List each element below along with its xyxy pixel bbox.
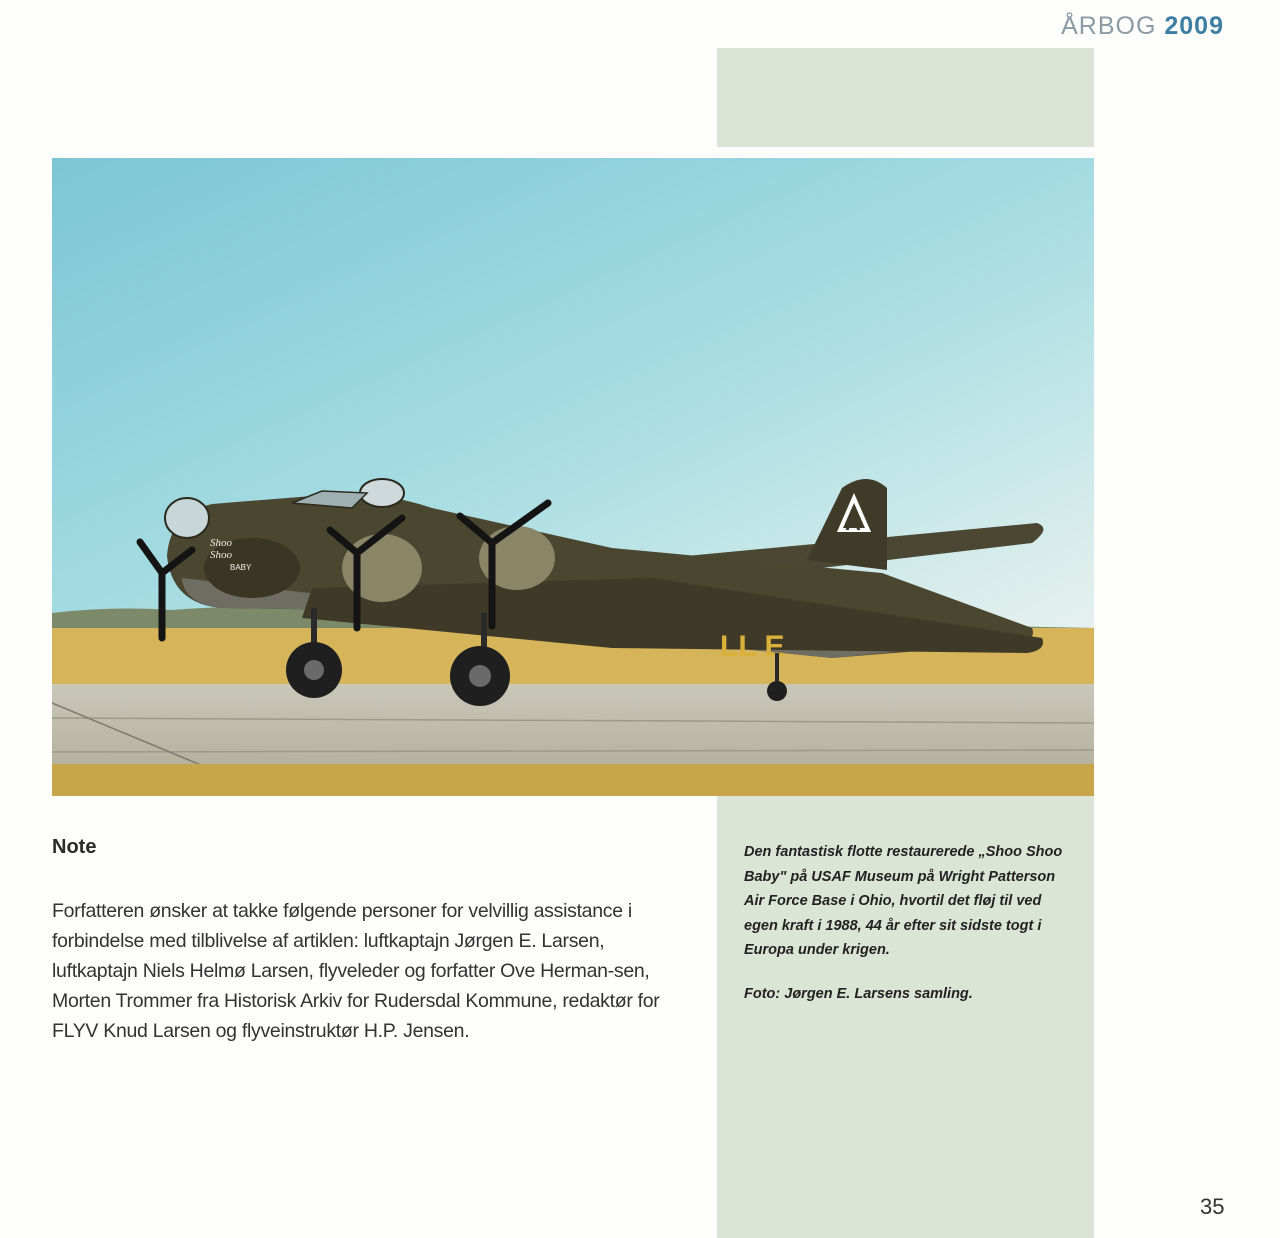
tail-wheel bbox=[767, 681, 787, 701]
left-hub bbox=[304, 660, 324, 680]
nose-art-line-3: BABY bbox=[230, 563, 252, 572]
nose-art-line-1: Shoo bbox=[210, 537, 232, 549]
header-word: ÅRBOG bbox=[1061, 12, 1157, 40]
running-header bbox=[1061, 12, 1224, 41]
page-number: 35 bbox=[1200, 1194, 1225, 1219]
note-heading: Note bbox=[52, 836, 97, 858]
note-body: Forfatteren ønsker at takke følgende personer for velvillig assistance i forbindelse med tilblivelse af artiklen: luftkaptajn Jørgen E. Larsen, luftkaptajn Niels Helmø Larsen, flyveleder og forfatter Ove Herman-sen, Morten Trommer fra Historisk Arkiv for Rudersdal Kommune, redaktør for FLYV Knud Larsen og flyveinstruktør H.P. Jensen. bbox=[52, 900, 660, 1042]
photo-caption: Den fantastisk flotte restaurerede „Shoo Shoo Baby" på USAF Museum på Wright Patterson Air Force Base i Ohio, hvortil det fløj til ved egen kraft i 1988, 44 år efter sit sidste togt i Europa under krigen. bbox=[744, 844, 1063, 958]
green-panel-top bbox=[717, 48, 1094, 147]
fuselage-code: LL E bbox=[720, 630, 785, 663]
nose-glazing bbox=[165, 498, 209, 538]
photo-credit: Foto: Jørgen E. Larsens samling. bbox=[744, 986, 973, 1002]
aircraft-photo bbox=[52, 158, 1094, 796]
header-year: 2009 bbox=[1164, 12, 1224, 40]
tarmac bbox=[52, 684, 1094, 772]
tail-letter: A bbox=[845, 510, 861, 535]
right-hub bbox=[469, 665, 491, 687]
b17-photo-illustration bbox=[52, 158, 1094, 796]
grass-foreground bbox=[52, 764, 1094, 796]
nose-art-line-2: Shoo bbox=[210, 549, 232, 561]
